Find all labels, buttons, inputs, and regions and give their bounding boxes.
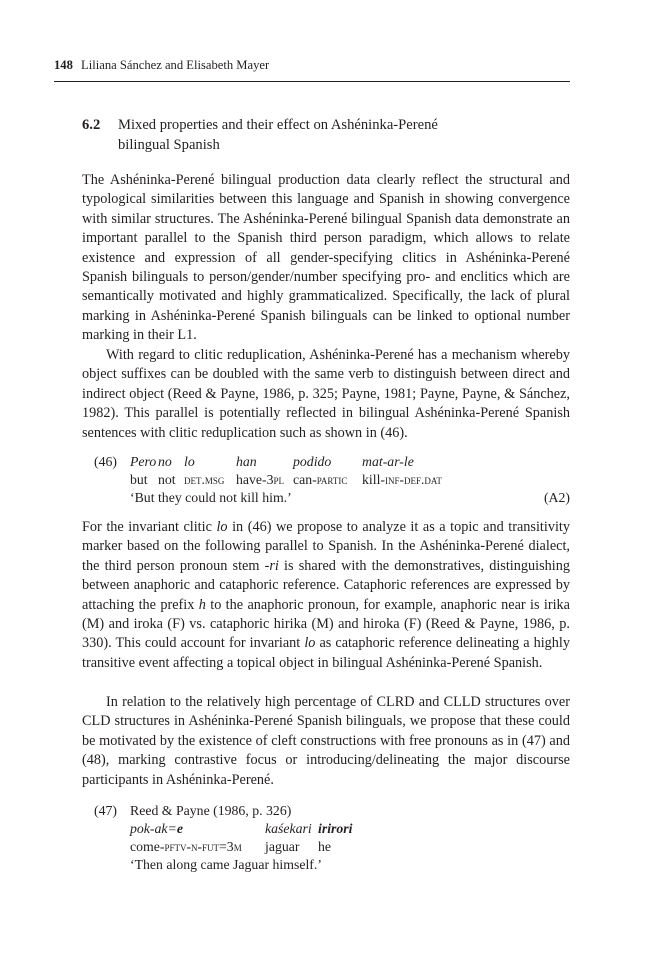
p3-italic-h: h	[198, 596, 206, 613]
example-46-words	[130, 453, 570, 471]
ex47-word: kaśekari	[265, 821, 312, 836]
p3-text: For the invariant clitic	[82, 519, 217, 535]
ex46-gloss: can-	[293, 472, 317, 487]
ex46-gloss: but	[130, 472, 148, 487]
paragraph-4: In relation to the relatively high percentage of CLRD and CLLD structures over CLD structures in Ashéninka-Perené Spanish bilinguals, we propose that these could be motivated by the existence of cleft constructions with free pronouns as in (47) and (48), marking contrastive focus or introducing/delineating the major discourse participants in Ashéninka-Perené.	[82, 694, 570, 788]
ex46-word: lo	[184, 454, 195, 469]
example-46-translation-row	[130, 489, 570, 507]
running-header-authors: Liliana Sánchez and Elisabeth Mayer	[81, 58, 270, 72]
section-heading	[82, 116, 570, 155]
section-title: Mixed properties and their effect on Ashéninka-Perené bilingual Spanish	[118, 117, 438, 153]
example-46-source: (A2)	[543, 490, 570, 505]
ex46-gloss: not	[158, 472, 176, 487]
ex47-gloss: come-	[130, 839, 165, 854]
header-rule	[54, 81, 570, 82]
ex47-gloss: =3	[219, 839, 234, 854]
ex47-word: pok-ak=	[130, 821, 177, 836]
ex46-word: han	[236, 454, 257, 469]
example-47-translation: ‘Then along came Jaguar himself.’	[130, 857, 322, 872]
example-47-gloss	[130, 838, 570, 856]
example-47-words	[130, 820, 570, 838]
p3-italic-ri: -ri	[264, 557, 279, 574]
ex46-gloss-sc: inf-def.dat	[385, 472, 442, 487]
example-46-translation: ‘But they could not kill him.’	[130, 490, 292, 505]
ex46-gloss: kill-	[362, 472, 385, 487]
ex46-gloss-sc: partic	[316, 472, 348, 487]
example-47-citation: Reed & Payne (1986, p. 326)	[130, 803, 292, 818]
ex47-word: irirori	[318, 821, 353, 836]
paragraph-2: With regard to clitic reduplication, Ashéninka-Perené has a mechanism whereby object suffixes can be doubled with the same verb to distinguish between direct and indirect object (Reed & Payne, 1986, p. 325; Payne, 1981; Payne, Payne, & Sánchez, 1982). This parallel is potentially reflected in bilingual Ashéninka-Perené Spanish sentences with clitic reduplication such as shown in (46).	[82, 347, 570, 441]
page-number: 148	[54, 58, 73, 72]
ex47-gloss-sc: m	[233, 839, 242, 854]
example-46-gloss	[130, 471, 570, 489]
ex47-gloss: he	[318, 839, 332, 854]
p3-italic-lo: lo	[304, 635, 316, 652]
ex46-word: no	[158, 454, 172, 469]
p3-italic-lo: lo	[216, 519, 228, 535]
ex47-gloss: jaguar	[265, 839, 300, 854]
paragraph-3	[82, 518, 570, 673]
ex46-gloss: have-3	[236, 472, 274, 487]
section-number: 6.2	[82, 117, 101, 133]
p3-text: as cataphoric reference delineating a highly transitive event affecting a topical object in bilingual Ashéninka-Perené Spanish.	[82, 635, 570, 671]
p3-text: to the anaphoric pronoun, for example, anaphoric near is irika (M) and iroka (F) vs. cataphoric hirika (M) and hiroka (F) (Reed & Payne, 1986, p. 330). This could account for invariant	[82, 596, 570, 652]
ex46-word: mat-ar-le	[362, 454, 414, 469]
paragraph-1: The Ashéninka-Perené bilingual production data clearly reflect the structural and typological similarities between this language and Spanish in showing convergence with similar structures. The Ashéninka-Perené bilingual Spanish data demonstrate an important parallel to the Spanish third person paradigm, which allows to relate existence and expression of all gender-specifying clitics in Ashéninka-Perené Spanish bilinguals to person/gender/number specifying pro- and enclitics which are semantically motivated and highly grammaticalized. Specifically, the lack of plural marking in Ashéninka-Perené Spanish bilinguals can be linked to optional number marking in their L1.	[82, 172, 570, 344]
example-47-number: (47)	[94, 803, 117, 818]
p3-text: in (46) we propose to analyze it as a topic and transitivity marker based on the following parallel to Spanish. In the Ashéninka-Perené dialect, the third person pronoun stem	[82, 519, 571, 574]
example-46-number: (46)	[94, 454, 117, 469]
ex47-word-bold: e	[176, 821, 183, 836]
p3-text: is shared with the demonstratives, distinguishing between anaphoric and cataphoric reference. Cataphoric references are expressed by attaching the prefix	[82, 557, 570, 613]
ex46-word: Pero	[130, 454, 157, 469]
ex46-gloss: det.msg	[184, 472, 225, 487]
ex46-gloss-sc: pl	[273, 472, 285, 487]
ex47-gloss-sc: pftv-n-fut	[164, 839, 219, 854]
running-header	[54, 58, 570, 73]
ex46-word: podido	[293, 454, 332, 469]
